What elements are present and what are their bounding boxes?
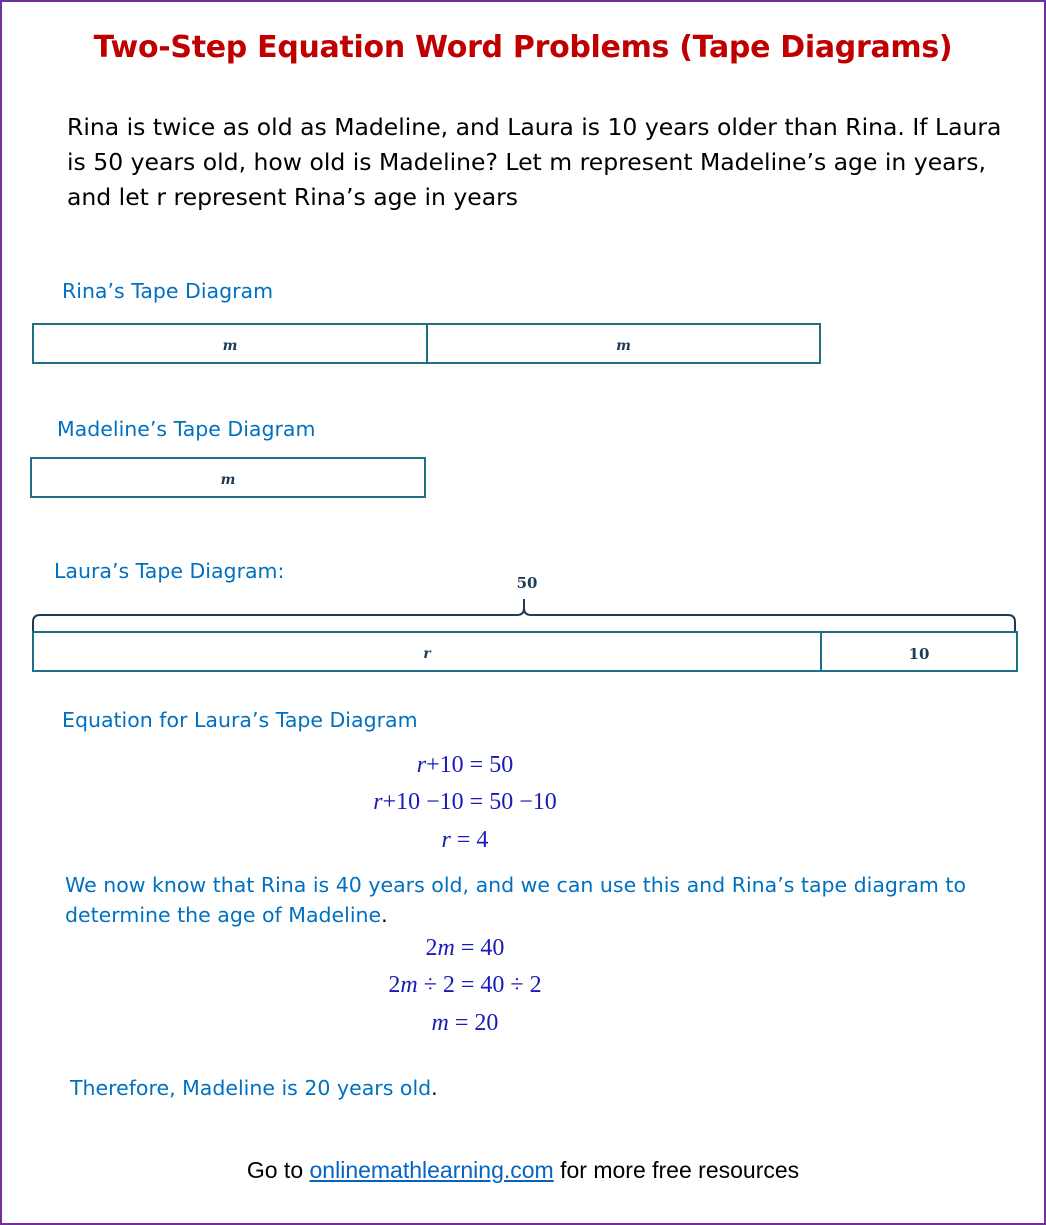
footer (0, 1157, 1046, 1184)
equation-line: r = 4 (441, 827, 489, 853)
equation-line: r+10 −10 = 50 −10 (373, 789, 557, 815)
footer-suffix: for more free resources (553, 1157, 800, 1183)
equation-line: r+10 = 50 (416, 752, 514, 778)
laura-segment-label: 10 (908, 645, 930, 663)
footer-link[interactable]: onlinemathlearning.com (309, 1157, 554, 1183)
madeline-tape (30, 457, 426, 498)
page-title: Two-Step Equation Word Problems (Tape Diagrams) (93, 30, 953, 65)
equation-heading: Equation for Laura’s Tape Diagram (62, 708, 418, 732)
rina-tape (32, 323, 821, 364)
equation-line: m = 20 (431, 1010, 499, 1036)
footer-prefix: Go to (246, 1157, 310, 1183)
conclusion: Therefore, Madeline is 20 years old. (70, 1076, 438, 1100)
rina-segment-label: m (616, 338, 631, 354)
laura-segment-label: r (423, 646, 431, 662)
equation-line: 2m = 40 (425, 935, 505, 961)
laura-total-label: 50 (516, 574, 538, 592)
explanation-paragraph: We now know that Rina is 40 years old, and we can use this and Rina’s tape diagram to determine the age of Madeline. (65, 873, 966, 927)
laura-heading: Laura’s Tape Diagram: (54, 559, 285, 583)
laura-tape (32, 631, 1018, 672)
laura-total-brace (30, 596, 1022, 632)
equation-line: 2m ÷ 2 = 40 ÷ 2 (388, 972, 542, 998)
problem-statement: Rina is twice as old as Madeline, and Laura is 10 years older than Rina. If Laura is 50 years old, how old is Madeline? Let m represent Madeline’s age in years, and let r represent Rina’s age in years (67, 113, 1002, 211)
rina-heading: Rina’s Tape Diagram (62, 279, 274, 303)
madeline-heading: Madeline’s Tape Diagram (57, 417, 316, 441)
madeline-segment-label: m (220, 472, 236, 488)
rina-segment-label: m (222, 338, 238, 354)
